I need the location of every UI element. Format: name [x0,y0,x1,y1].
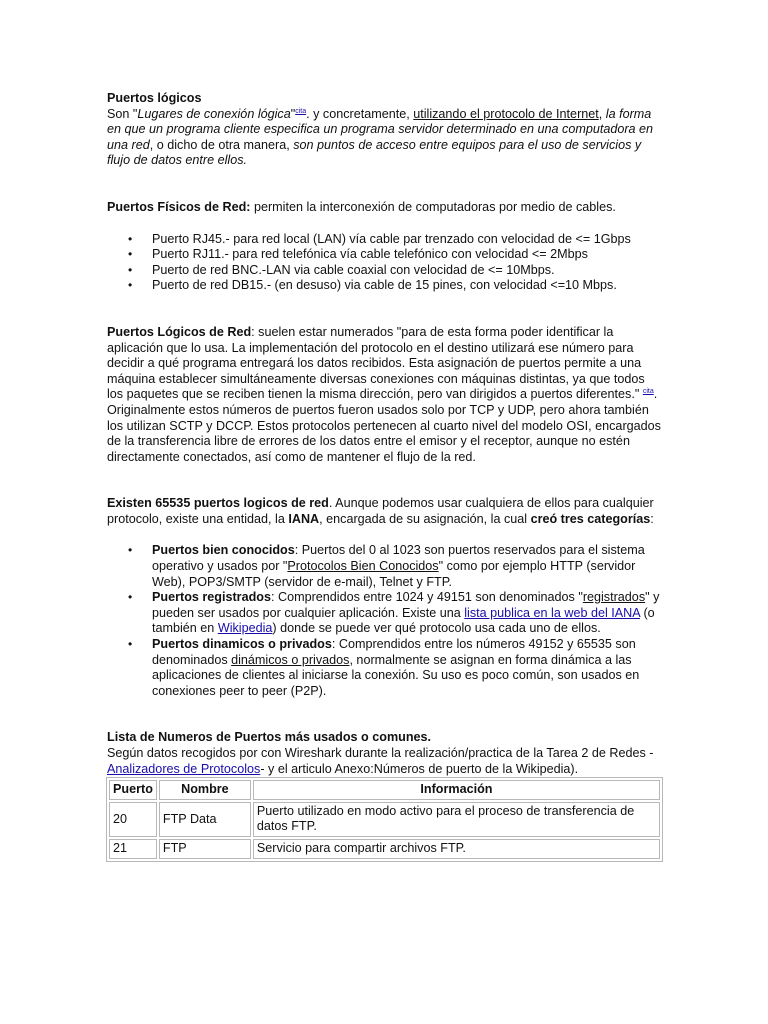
text: " y pueden ser usados por cualquier aplicación. Existe una [152,590,660,620]
text: : Puertos del 0 al 1023 son puertos reservados para el sistema operativo y usados por " [152,543,645,574]
text: , o dicho de otra manera, [149,137,294,152]
text-italic: son puntos de acceso entre equipos para el uso de servicios y flujo de datos entre ellos. [107,137,642,168]
list-item [107,232,663,248]
list-item [107,590,663,637]
bullet-icon: • [128,262,133,277]
text: , normalmente se asignan en forma dinámica a las aplicaciones de clientes al iniciarse la conexión. Su uso es poco común, son usados en conexiones peer to peer (P2P). [152,652,640,698]
table-cell: 20 [109,802,157,837]
text: Según datos recogidos por con Wireshark durante la realización/practica de la Tarea 2 de Redes - [107,746,654,760]
table-header-row [109,780,660,800]
physical-ports-list [107,232,663,294]
table-cell: FTP Data [159,802,251,837]
ports-table [106,777,663,861]
iana-list-link[interactable]: lista publica en la web del IANA [464,605,640,620]
list-item [107,247,663,263]
text: : Comprendidos entre 1024 y 49151 son denominados " [270,590,583,605]
underlined-text: dinámicos o privados [231,652,350,667]
bold-text: Existen 65535 puertos logicos de red [107,496,329,511]
column-header: Puerto [109,780,157,800]
text-italic: la forma en que un programa cliente especifica un programa servidor determinado en una computadora en una red [107,106,654,152]
wikipedia-link[interactable]: Wikipedia [217,621,273,636]
section-logical-ports-intro [107,91,663,169]
list-item [107,278,663,294]
table-row [109,839,660,859]
text: , [598,106,606,121]
text: Son " [107,106,138,121]
analizadores-link[interactable]: Analizadores de Protocolos [107,761,261,776]
text: . y concretamente, [306,106,414,121]
bullet-icon: • [128,247,133,262]
list-item-text: Puerto de red BNC.-LAN via cable coaxial con velocidad de <= 10Mbps. [152,262,555,277]
section-common-ports [107,730,663,777]
list-item-text: Puerto RJ45.- para red local (LAN) vía cable par trenzado con velocidad de <= 1Gbps [152,231,631,246]
underlined-text: utilizando el protocolo de Internet [413,106,599,121]
text: - y el articulo Anexo:Números de puerto de la Wikipedia). [260,761,579,776]
text: ) donde se puede ver qué protocolo usa cada uno de ellos. [272,621,601,636]
bold-text: Puertos bien conocidos [152,543,295,558]
bullet-icon: • [128,278,133,293]
text: " [290,106,296,121]
bullet-icon: • [128,231,133,246]
cita-link[interactable]: cita [642,388,654,396]
heading-puertos-logicos: Puertos lógicos [107,91,202,105]
port-categories-list [107,543,663,699]
text: " como por ejemplo HTTP (servidor Web), POP3/SMTP (servidor de e-mail), Telnet y FTP. [152,559,636,589]
bold-text: Puertos registrados [152,590,271,605]
list-item-text: Puerto de red DB15.- (en desuso) via cable de 15 pines, con velocidad <=10 Mbps. [152,278,617,293]
text: . Aunque podemos usar cualquiera de ellos para cualquier protocolo, existe una entidad, la [107,496,654,526]
bold-text: creó tres categorías [530,511,651,526]
section-physical-ports [107,200,663,216]
bullet-icon: • [128,637,133,652]
table-cell: Puerto utilizado en modo activo para el proceso de transferencia de datos FTP. [253,802,660,837]
text: : suelen estar numerados "para de esta forma poder identificar la aplicación que lo usa. La implementación del protocolo en el destino utilizará ese número para decidir a qué programa entregará los datos recibidos. Esta asignación de puertos permite a una máquina establecer simultáneamente diversas conexiones con máquinas distintas, ya que todos los paquetes que se reciben tienen la misma dirección, pero van dirigidos a puertos diferentes." [107,324,645,402]
heading-lista-puertos: Lista de Numeros de Puertos más usados o comunes. [107,730,432,745]
text: : [650,511,654,526]
bullet-icon: • [128,543,133,558]
heading-puertos-logicos-red: Puertos Lógicos de Red [107,324,252,339]
table-cell: Servicio para compartir archivos FTP. [253,839,660,859]
text: , encargada de su asignación, la cual [319,511,531,526]
list-item [107,543,663,590]
text: (o también en [152,605,655,636]
bold-text: IANA [288,511,320,526]
underlined-text: Protocolos Bien Conocidos [287,559,439,574]
underlined-text: registrados [582,590,646,605]
text: : Comprendidos entre los números 49152 y 65535 son denominados [152,637,636,667]
column-header: Información [253,780,660,800]
text: permiten la interconexión de computadoras por medio de cables. [250,199,616,214]
text: . Originalmente estos números de puertos fueron usados solo por TCP y UDP, pero ahora también los utilizan SCTP y DCCP. Estos protocolos pertenecen al cuarto nivel del modelo OSI, encargados de la transferencia libre de errores de los datos entre el emisor y el receptor, aunque no estén directamente conectados, así como de mantener el flujo de la red. [107,387,661,464]
list-item [107,263,663,279]
bullet-icon: • [128,590,133,605]
section-port-categories [107,496,663,527]
list-item [107,637,663,699]
text-italic: Lugares de conexión lógica [137,106,291,121]
bold-text: Puertos dinamicos o privados [152,637,332,652]
table-cell: 21 [109,839,157,859]
document-page [107,91,663,862]
section-logical-network-ports [107,325,663,465]
cita-link[interactable]: cita [295,107,307,115]
column-header: Nombre [159,780,251,800]
table-row [109,802,660,837]
table-cell: FTP [159,839,251,859]
heading-puertos-fisicos: Puertos Físicos de Red: [107,199,251,214]
list-item-text: Puerto RJ11.- para red telefónica vía cable telefónico con velocidad <= 2Mbps [152,247,588,262]
